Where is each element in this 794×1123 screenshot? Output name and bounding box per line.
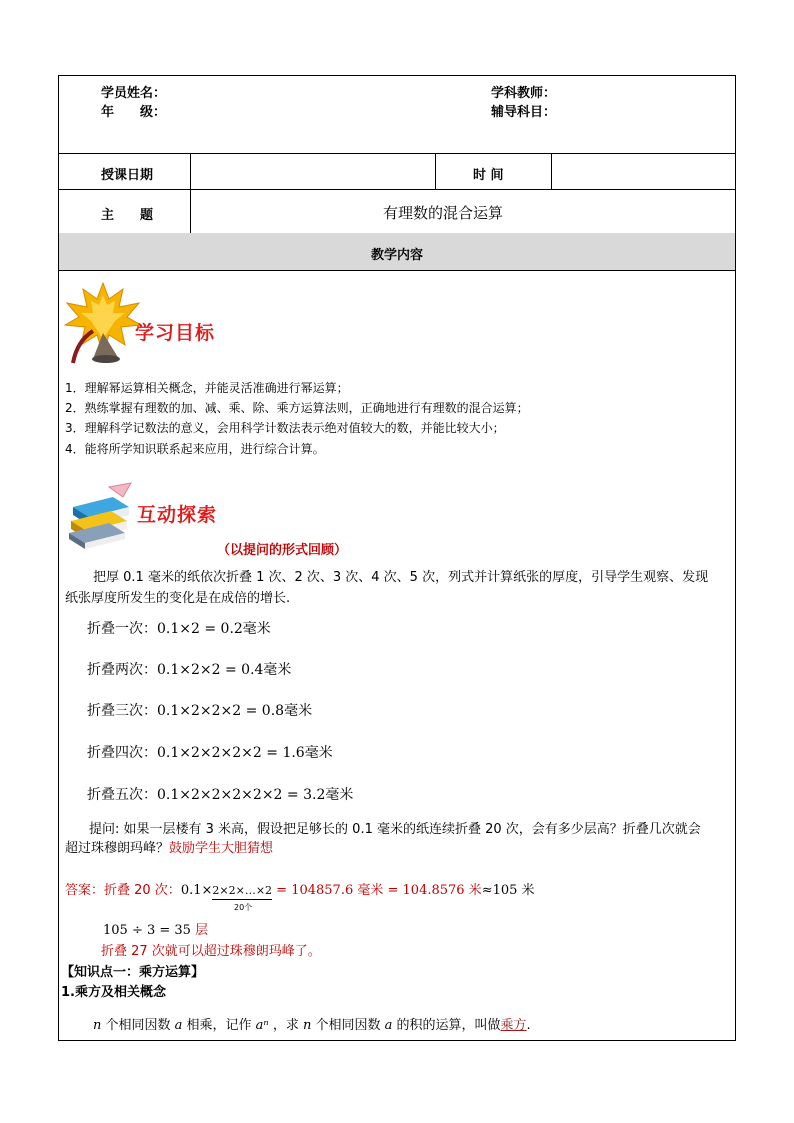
question-text: 超过珠穆朗玛峰？ [65,841,170,856]
goal-item: 2．熟练掌握有理数的加、减、乘、除、乘方运算法则，正确地进行有理数的混合运算； [65,401,529,415]
knowledge-title: 【知识点一：乘方运算】 [61,965,205,980]
fold-label: 折叠三次： [87,703,157,719]
answer-expr: 0.1× [180,883,213,898]
time-label: 时 间 [473,168,504,183]
goal-item: 3．理解科学记数法的意义，会用科学计数法表示绝对值较大的数，并能比较大小； [65,421,505,435]
fold-row [87,700,312,720]
def-text: . [526,1018,531,1033]
content-label: 教学内容 [371,248,424,263]
lesson-sheet [58,75,736,1041]
student-name-label: 学员姓名： [101,86,167,101]
topic-label: 主 题 [101,208,154,223]
conclusion: 折叠 27 次就可以超过珠穆朗玛峰了。 [101,944,321,959]
def-var: a [384,1018,393,1033]
fold-row [87,742,333,762]
explore-heading: 互动探索 [137,504,218,526]
fold-expr: 0.1×2×2×2×2×2 = 3.2毫米 [157,787,354,803]
fold-label: 折叠五次： [87,787,157,803]
answer-approx: ≈105 米 [481,883,535,898]
col-divider [435,153,436,189]
fold-label: 折叠一次： [87,621,157,637]
def-var: a [174,1018,183,1033]
floors-expr: 105 ÷ 3 = 35 [103,923,191,938]
goal-item: 1．理解幂运算相关概念，并能灵活准确进行幂运算； [65,381,349,395]
fold-expr: 0.1×2×2 = 0.4毫米 [157,662,292,678]
knowledge-subtitle: 1.乘方及相关概念 [61,985,166,1000]
def-text: ，求 [268,1018,303,1033]
fold-row [87,659,291,679]
answer-expr: = 104857.6 毫米 = 104.8576 米 [272,883,482,898]
def-power: aⁿ [255,1018,269,1033]
goal-item: 4．能将所学知识联系起来应用，进行综合计算。 [65,442,325,456]
fold-expr: 0.1×2 = 0.2毫米 [157,621,271,637]
answer-count: 20个 [234,903,253,912]
def-var: n [93,1018,102,1033]
row-divider [59,189,735,190]
grade-label: 年 级： [101,105,167,120]
fold-row [87,618,271,638]
goals-heading: 学习目标 [135,322,216,344]
fold-label: 折叠两次： [87,662,157,678]
teacher-label: 学科教师： [491,86,557,101]
fold-row [87,784,353,804]
answer-line [65,879,535,900]
floors-line [103,919,208,938]
date-label: 授课日期 [101,168,154,183]
question-hint: 鼓励学生大胆猜想 [169,841,274,856]
subject-label: 辅导科目： [491,105,557,120]
topic-value: 有理数的混合运算 [383,204,504,222]
col-divider [190,153,191,233]
fold-expr: 0.1×2×2×2 = 0.8毫米 [157,703,313,719]
question-line2 [65,837,273,856]
floors-unit: 层 [195,923,209,938]
explore-subtitle: （以提问的形式回顾） [217,543,348,558]
maple-leaf-bell-icon [63,281,143,366]
answer-underbrace: 2×2×…×2 [212,884,272,900]
definition-line [93,1014,531,1033]
row-divider [59,270,735,271]
explore-intro-line2: 纸张厚度所发生的变化是在成倍的增长. [65,591,291,606]
explore-intro-line1: 把厚 0.1 毫米的纸依次折叠 1 次、2 次、3 次、4 次、5 次，列式并计算纸张的厚度，引导学生观察、发现 [93,570,709,585]
def-text: 个相同因数 [311,1018,385,1033]
def-text: 相乘，记作 [182,1018,256,1033]
fold-expr: 0.1×2×2×2×2 = 1.6毫米 [157,745,333,761]
fold-label: 折叠四次： [87,745,157,761]
books-icon [65,481,137,551]
answer-prefix: 答案：折叠 20 次： [65,883,181,898]
def-text: 的积的运算，叫做 [392,1018,501,1033]
question-line1: 提问: 如果一层楼有 3 米高，假设把足够长的 0.1 毫米的纸连续折叠 20 次，会有多少层高？折叠几次就会 [89,822,701,837]
col-divider [551,153,552,189]
def-term: 乘方 [500,1018,527,1033]
def-var: n [302,1018,312,1033]
row-divider [59,153,735,154]
def-text: 个相同因数 [101,1018,175,1033]
